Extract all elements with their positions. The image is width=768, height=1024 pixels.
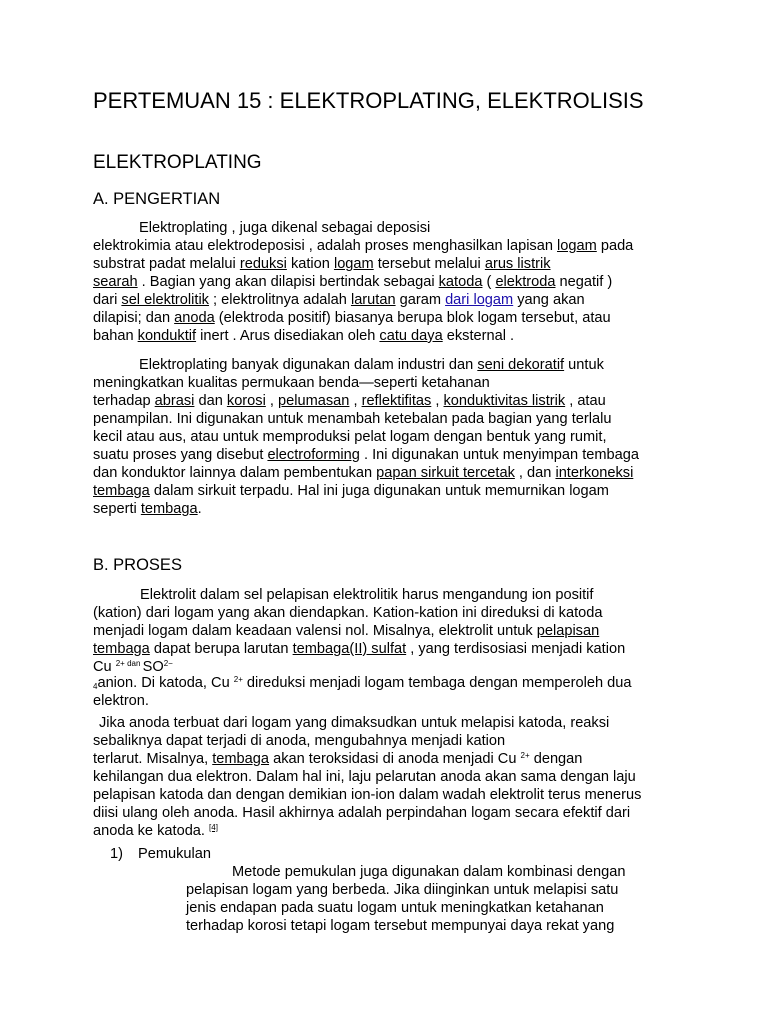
text-line: Metode pemukulan juga digunakan dalam kombinasi dengan xyxy=(232,864,626,880)
text-line: terhadap abrasi dan korosi , pelumasan , reflektifitas , konduktivitas listrik , atau xyxy=(93,393,606,409)
text-line: tembaga dapat berupa larutan tembaga(II) sulfat , yang terdisosiasi menjadi kation xyxy=(93,641,626,657)
paragraph-proses-2 xyxy=(93,714,641,840)
link-reduksi[interactable]: reduksi xyxy=(239,256,287,272)
text-line: sebaliknya dapat terjadi di anoda, mengubahnya menjadi kation xyxy=(93,733,506,749)
text-line: dari sel elektrolitik ; elektrolitnya adalah larutan garam dari logam yang akan xyxy=(93,292,585,308)
link-pelapisan[interactable]: pelapisan xyxy=(536,623,600,639)
link-elektroda[interactable]: elektroda xyxy=(495,274,556,290)
link-logam[interactable]: logam xyxy=(557,238,597,254)
text-line: seperti tembaga. xyxy=(93,501,202,517)
link-korosi[interactable]: korosi xyxy=(226,393,266,409)
link-arus-listrik[interactable]: arus listrik xyxy=(484,256,551,272)
link-anoda[interactable]: anoda xyxy=(174,310,215,326)
text-line: kecil atau aus, atau untuk memproduksi pelat logam dengan bentuk yang rumit, xyxy=(93,429,607,445)
paragraph-pengertian-1 xyxy=(93,219,633,345)
link-reflektifitas[interactable]: reflektifitas xyxy=(361,393,432,409)
text-line: suatu proses yang disebut electroforming . Ini digunakan untuk menyimpan tembaga xyxy=(93,447,639,463)
paragraph-proses-1 xyxy=(93,586,631,710)
link-konduktivitas-listrik[interactable]: konduktivitas listrik xyxy=(443,393,566,409)
text-line: penampilan. Ini digunakan untuk menambah ketebalan pada bagian yang terlalu xyxy=(93,411,612,427)
link-electroforming[interactable]: electroforming xyxy=(267,447,360,463)
text-line: terlarut. Misalnya, tembaga akan teroksidasi di anoda menjadi Cu $^{2+}$ dengan xyxy=(93,751,583,767)
link-pelumasan[interactable]: pelumasan xyxy=(278,393,350,409)
list-item-body xyxy=(186,863,626,935)
link-logam[interactable]: logam xyxy=(333,256,374,272)
text-line: elektrokimia atau elektrodeposisi , adalah proses menghasilkan lapisan logam pada xyxy=(93,238,634,254)
list-item-label xyxy=(110,846,211,862)
paragraph-pengertian-2 xyxy=(93,356,639,518)
text-line: kehilangan dua elektron. Dalam hal ini, laju pelarutan anoda akan sama dengan laju xyxy=(93,769,636,785)
link-interkoneksi[interactable]: interkoneksi xyxy=(555,465,634,481)
text-line: jenis endapan pada suatu logam untuk meningkatkan ketahanan xyxy=(186,900,604,916)
list-item-title: Pemukulan xyxy=(138,846,212,862)
text-line: searah . Bagian yang akan dilapisi bertindak sebagai katoda ( elektroda negatif ) xyxy=(93,274,613,290)
link-searah[interactable]: searah xyxy=(93,274,138,290)
text-line: Cu $^{2+ dan}$ $SO^{2-}$ xyxy=(93,659,173,675)
link-papan-sirkuit-tercetak[interactable]: papan sirkuit tercetak xyxy=(376,465,515,481)
text-line: pelapisan logam yang berbeda. Jika diinginkan untuk melapisi satu xyxy=(186,882,619,898)
text-line: $_4$anion. Di katoda, Cu $^{2+}$ direduksi menjadi logam tembaga dengan memperoleh dua xyxy=(93,675,632,691)
text-line: anoda ke katoda. [4] xyxy=(93,823,218,839)
link-tembaga[interactable]: tembaga xyxy=(140,501,198,517)
link-katoda[interactable]: katoda xyxy=(438,274,483,290)
text-line: terhadap korosi tetapi logam tersebut mempunyai daya rekat yang xyxy=(186,918,615,934)
link-larutan[interactable]: larutan xyxy=(350,292,396,308)
footnote-link[interactable]: [4] xyxy=(209,823,218,832)
text-line: substrat padat melalui reduksi kation logam tersebut melalui arus listrik xyxy=(93,256,551,272)
text-line: Elektroplating banyak digunakan dalam industri dan seni dekoratif untuk xyxy=(139,357,604,373)
text-line: Jika anoda terbuat dari logam yang dimaksudkan untuk melapisi katoda, reaksi xyxy=(99,715,610,731)
section-heading: ELEKTROPLATING xyxy=(93,152,262,173)
link-tembaga-ii-sulfat[interactable]: tembaga(II) sulfat xyxy=(292,641,407,657)
text-line: elektron. xyxy=(93,693,149,709)
text-line: pelapisan katoda dan dengan demikian ion-ion dalam wadah elektrolit terus menerus xyxy=(93,787,642,803)
text-line: tembaga dalam sirkuit terpadu. Hal ini juga digunakan untuk memurnikan logam xyxy=(93,483,609,499)
list-number: 1) xyxy=(110,846,123,862)
link-tembaga[interactable]: tembaga xyxy=(212,751,270,767)
text-line: Elektroplating , juga dikenal sebagai deposisi xyxy=(139,220,431,236)
page-title: PERTEMUAN 15 : ELEKTROPLATING, ELEKTROLISIS xyxy=(93,88,644,113)
link-konduktif[interactable]: konduktif xyxy=(137,328,197,344)
text-line: Elektrolit dalam sel pelapisan elektrolitik harus mengandung ion positif xyxy=(140,587,594,603)
subheading-pengertian: A. PENGERTIAN xyxy=(93,190,221,208)
link-tembaga[interactable]: tembaga xyxy=(93,641,150,657)
link-abrasi[interactable]: abrasi xyxy=(154,393,195,409)
text-line: meningkatkan kualitas permukaan benda—seperti ketahanan xyxy=(93,375,490,391)
link-sel-elektrolitik[interactable]: sel elektrolitik xyxy=(121,292,209,308)
text-line: dan konduktor lainnya dalam pembentukan papan sirkuit tercetak , dan interkoneksi xyxy=(93,465,634,481)
link-tembaga[interactable]: tembaga xyxy=(93,483,150,499)
text-line: menjadi logam dalam keadaan valensi nol. Misalnya, elektrolit untuk pelapisan xyxy=(93,623,600,639)
link-seni-dekoratif[interactable]: seni dekoratif xyxy=(477,357,565,373)
link-catu-daya[interactable]: catu daya xyxy=(379,328,443,344)
text-line: bahan konduktif inert . Arus disediakan oleh catu daya eksternal . xyxy=(93,328,515,344)
subheading-proses: B. PROSES xyxy=(93,556,182,574)
text-line: (kation) dari logam yang akan diendapkan. Kation-kation ini direduksi di katoda xyxy=(93,605,603,621)
link-dari-logam[interactable]: dari logam xyxy=(445,292,514,308)
text-line: dilapisi; dan anoda (elektroda positif) biasanya berupa blok logam tersebut, atau xyxy=(93,310,611,326)
text-line: diisi ulang oleh anoda. Hasil akhirnya adalah perpindahan logam secara efektif dari xyxy=(93,805,631,821)
